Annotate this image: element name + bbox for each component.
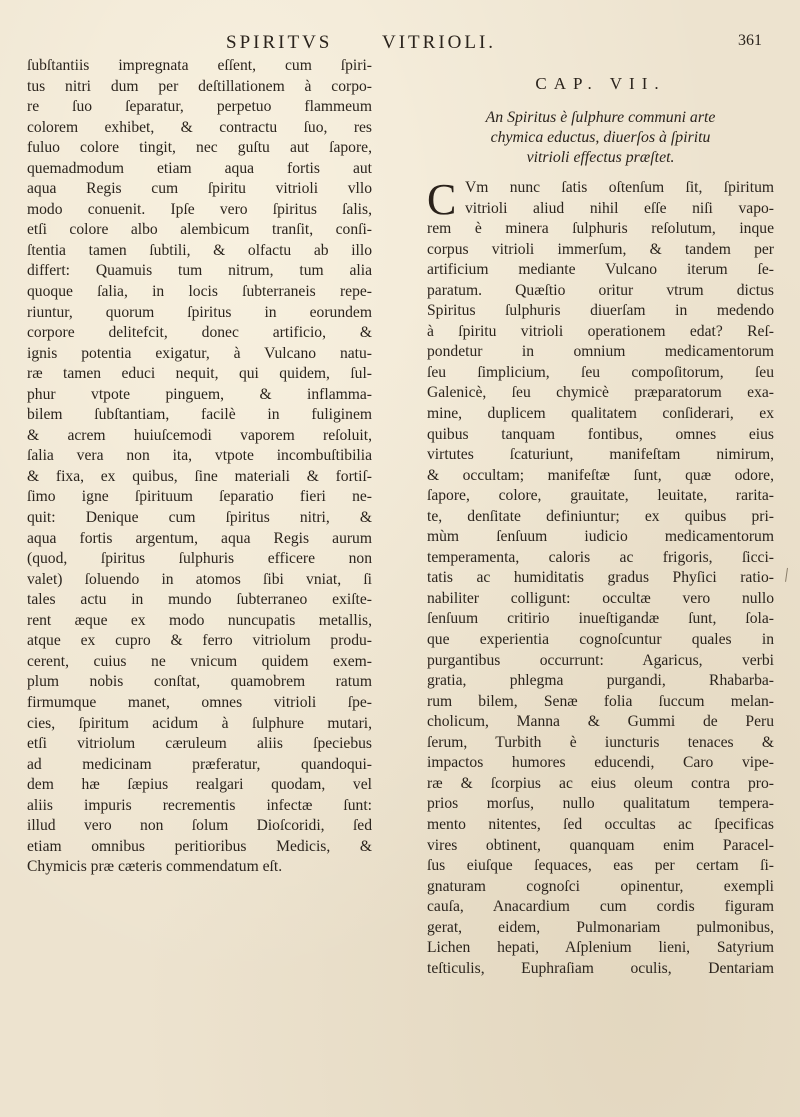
text-line: aqua Regis cum ſpiritu vitrioli vllo [27,180,372,198]
text-line: tus nitri dum per deſtillationem à corpo- [27,77,372,95]
text-line: purgantibus occurrunt: Agaricus, verbi [427,651,774,669]
text-line: quibus tanquam fontibus, omnes eius [427,425,774,443]
text-line: ſerum, Turbith è iuncturis tenaces & [427,733,774,751]
chapter-heading [427,108,774,168]
text-line: te, denſitate definiuntur; ex quibus pri- [427,507,774,525]
text-line: rum bilem, Senæ folia ſuccum melan- [427,692,774,710]
text-line: etſi colore albo alembicum tranſit, conſi- [27,221,372,239]
text-line: atque ex cupro & ferro vitriolum produ- [27,632,372,650]
text-line: gratia, phlegma purgandi, Rhabarba- [427,672,774,690]
text-line: ræ & ſcorpius ac eius oleum contra pro- [427,774,774,792]
text-line: phur vtpote pinguem, & inflamma- [27,385,372,403]
drop-cap: C [427,175,457,224]
text-line: à ſpiritu vitrioli operationem edat? Reſ- [427,322,774,340]
text-line: gerat, eidem, Pulmonariam pulmonibus, [427,918,774,936]
text-line: cauſa, Anacardium cum cordis figuram [427,898,774,916]
text-line: ignis potentia exigatur, à Vulcano natu- [27,344,372,362]
text-line: corpore delitefcit, donec artificio, & [27,324,372,342]
text-line: teſticulis, Euphraſiam oculis, Dentariam [427,959,774,977]
text-line: & occultam; manifeſtæ ſunt, quæ odore, [427,466,774,484]
page-number: 361 [738,32,762,49]
text-line: cerent, cuius ne vnicum quidem exem- [27,652,372,670]
text-line: que experientia cognoſcuntur quales in [427,631,774,649]
text-line: mine, duplicem qualitatem conſiderari, ex [427,405,774,423]
heading-line: chymica eductus, diuerſos à ſpiritu [490,129,711,146]
text-line: pondetur in omnium medicamentorum [427,343,774,361]
text-line: & acrem huiuſcemodi vaporem reſoluit, [27,426,372,444]
chapter-body [427,175,774,979]
text-line: bilem ſubſtantiam, facilè in fuliginem [27,406,372,424]
text-line: re ſuo ſeparatur, perpetuo flammeum [27,98,372,116]
text-line: plum nobis conſtat, quamobrem ratum [27,673,372,691]
text-line: Vm nunc ſatis oſtenſum ſit, ſpiritum [465,179,774,196]
text-line: & fixa, ex quibus, ſine materiali & fortiſ- [27,467,372,485]
text-line: valet) ſoluendo in atomos ſibi vniat, ſi [27,570,372,588]
heading-line: An Spiritus è ſulphure communi arte [485,109,716,126]
right-column [427,56,774,979]
text-line: colorem exhibet, & contractu ſuo, res [27,118,372,136]
chapter-title: CAP. VII. [535,74,666,93]
text-line: cies, ſpiritum acidum à ſulphure mutari, [27,714,372,732]
text-line: ſalia vera non ita, vtpote incombuſtibilia [27,447,372,465]
text-line: cholicum, Manna & Gummi de Peru [427,713,774,731]
text-line: modo conuenit. Ipſe vero ſpiritus ſalis, [27,200,372,218]
running-head-right: VITRIOLI. [382,32,497,53]
text-line: tatis ac humiditatis gradus Phyſici ratio- [427,569,774,587]
text-line: ſeu ſimplicium, ſeu compoſitorum, ſeu [427,363,774,381]
text-line: fuluo colore tingit, nec guſtu aut ſapore, [27,139,372,157]
text-line: paratum. Quæſtio oritur vtrum dictus [427,281,774,299]
text-line: Galenicè, ſeu chymicè præparatorum exa- [427,384,774,402]
text-line: Spiritus ſulphuris diuerſam in medendo [427,302,774,320]
text-line: (quod, ſpiritus ſulphuris efficere non [27,550,372,568]
text-line: mento nitentes, ſed occultas ac ſpecificas [427,815,774,833]
text-line: gnaturam cognoſci opinentur, exempli [427,877,774,895]
heading-line: vitrioli effectus præſtet. [526,149,675,166]
text-line: ræ tamen educi nequit, qui quidem, ſul- [27,365,372,383]
text-line: ad medicinam præferatur, quandoqui- [27,755,372,773]
text-line: aliis impuris recrementis infectæ ſunt: [27,796,372,814]
text-line: quit: Denique cum ſpiritus nitri, & [27,509,372,527]
text-line: riuntur, quorum ſpiritus in eorundem [27,303,372,321]
text-line: corpus vitrioli immerſum, & tandem per [427,240,774,258]
text-line: dem hæ ſæpius realgari quodam, vel [27,776,372,794]
text-line: rent æque ex modo nuncupatis metallis, [27,611,372,629]
text-line: mùm ſenſuum iudicio medicamentorum [427,528,774,546]
text-line: ſapore, colore, grauitate, leuitate, rarita- [427,487,774,505]
text-line: quoque ſalia, in locis ſubterraneis repe- [27,283,372,301]
text-line: tales actu in mundo ſubterraneo exiſte- [27,591,372,609]
text-line: illud vero non ſolum Dioſcoridi, ſed [27,817,372,835]
text-line: Lichen hepati, Aſplenium lieni, Satyrium [427,939,774,957]
left-column [27,56,372,878]
text-line: ſtentia tamen ſubtili, & olfactu ab illo [27,241,372,259]
text-line: vires obtinent, quanquam enim Paracel- [427,836,774,854]
text-line: artificium mediante Vulcano iterum ſe- [427,261,774,279]
text-line: etiam omnibus peritioribus Medicis, & [27,837,372,855]
text-line: vitrioli aliud nihil eſſe niſi vapo- [465,199,774,217]
text-line: ſimo igne ſpirituum ſeparatio fieri ne- [27,488,372,506]
text-line: etſi vitriolum cæruleum aliis ſpeciebus [27,735,372,753]
text-line: impactos humores educendi, Caro vipe- [427,754,774,772]
running-head-left: SPIRITVS [226,32,333,53]
text-line: nabiliter colligunt: occultæ vero nullo [427,589,774,607]
text-line: rem è minera ſulphuris reſolutum, inque [427,220,774,238]
text-line: ſus eiuſque ſequaces, eas per certam ſi- [427,857,774,875]
text-line: differt: Quamuis tum nitrum, tum alia [27,262,372,280]
text-line: temperamenta, caloris ac frigoris, ſicci- [427,548,774,566]
margin-mark [785,568,790,582]
text-line: aqua fortis argentum, aqua Regis aurum [27,529,372,547]
text-line: Chymicis præ cæteris commendatum eſt. [27,858,283,876]
text-line: ſenſuum critirio inueſtigandæ ſunt, ſola- [427,610,774,628]
text-line: quemadmodum etiam aqua fortis aut [27,159,372,177]
text-line: prios morſus, nullo qualitatum tempera- [427,795,774,813]
text-line: ſubſtantiis impregnata eſſent, cum ſpiri- [27,57,372,74]
text-line: firmumque manet, omnes vitrioli ſpe- [27,693,372,711]
text-line: virtutes ſcaturiunt, manifeſtam nimirum, [427,446,774,464]
running-head [0,32,800,56]
